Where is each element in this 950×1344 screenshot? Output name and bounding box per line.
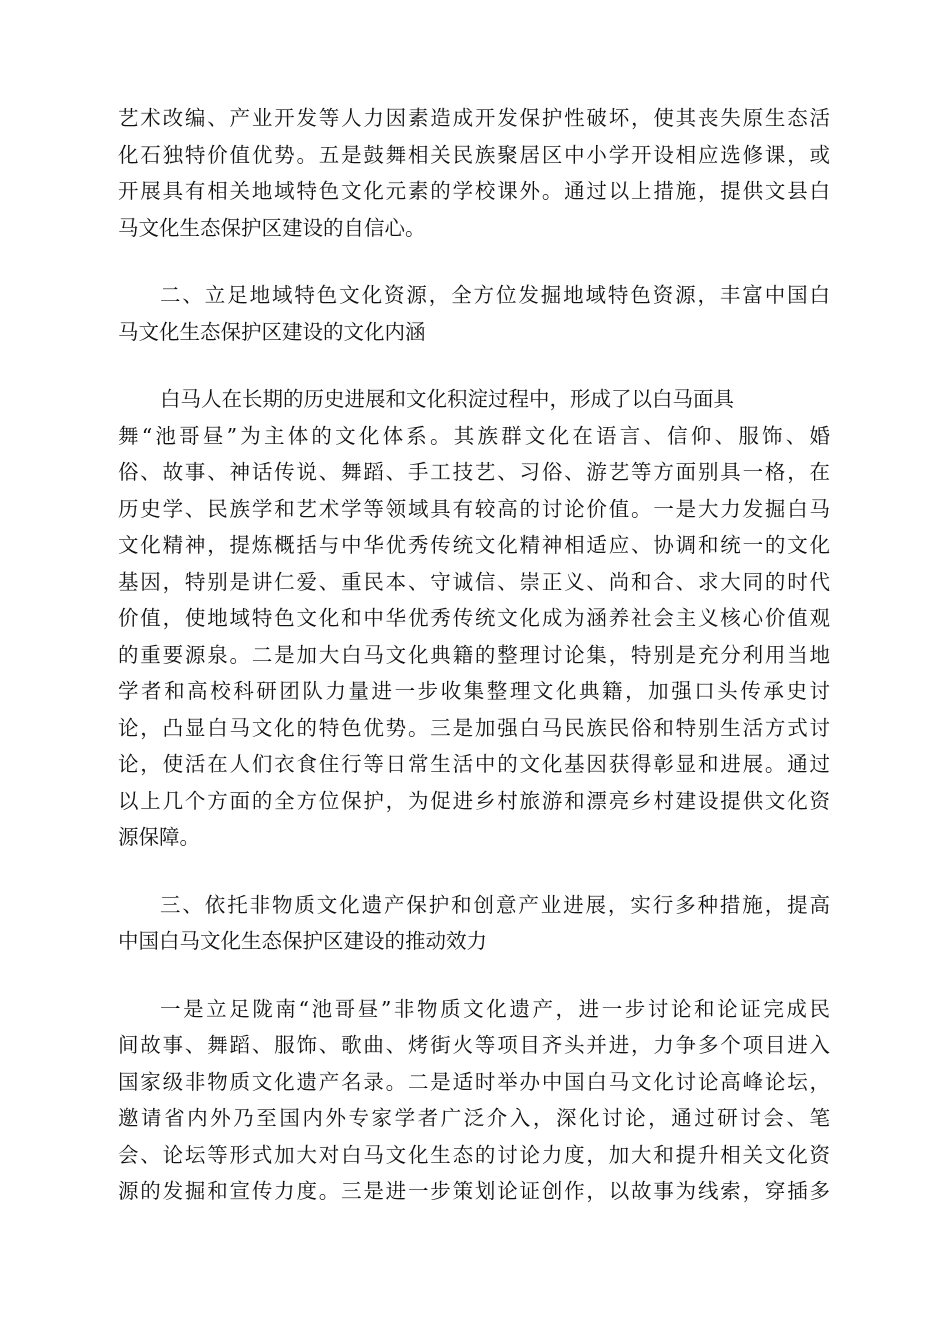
heading-line: 三、依托非物质文化遗产保护和创意产业进展，实行多种措施，提高	[160, 892, 830, 917]
text-line: 的重要源泉。二是加大白马文化典籍的整理讨论集，特别是充分利用当地	[118, 642, 830, 667]
text-line: 源保障。	[118, 825, 200, 849]
text-line: 会、论坛等形式加大对白马文化生态的讨论力度，加大和提升相关文化资	[118, 1142, 830, 1167]
text-line: 学者和高校科研团队力量进一步收集整理文化典籍，加强口头传承史讨	[118, 679, 830, 703]
text-line: 以上几个方面的全方位保护，为促进乡村旅游和漂亮乡村建设提供文化资	[118, 788, 830, 813]
text-line: 基因，特别是讲仁爱、重民本、守诚信、崇正义、尚和合、求大同的时代	[118, 569, 830, 594]
paragraph-gap	[118, 246, 830, 277]
text-line: 俗、故事、神话传说、舞蹈、手工技艺、习俗、游艺等方面别具一格，在	[118, 460, 830, 484]
section-heading-3	[118, 887, 830, 960]
paragraph-gap	[118, 350, 830, 381]
document-page	[118, 100, 830, 1210]
heading-line: 马文化生态保护区建设的文化内涵	[118, 319, 426, 344]
heading-line: 中国白马文化生态保护区建设的推动效力	[118, 929, 487, 953]
section-heading-2	[118, 277, 830, 350]
text-line: 化石独特价值优势。五是鼓舞相关民族聚居区中小学开设相应选修课，或	[118, 142, 830, 167]
text-line: 论，凸显白马文化的特色优势。三是加强白马民族民俗和特别生活方式讨	[118, 715, 830, 740]
paragraph-gap	[118, 856, 830, 887]
text-line: 邀请省内外乃至国内外专家学者广泛介入，深化讨论，通过研讨会、笔	[118, 1106, 830, 1130]
paragraph-gap	[118, 960, 830, 991]
heading-line: 二、立足地域特色文化资源，全方位发掘地域特色资源，丰富中国白	[160, 283, 830, 307]
text-line: 马文化生态保护区建设的自信心。	[118, 215, 426, 240]
text-line: 艺术改编、产业开发等人力因素造成开发保护性破坏，使其丧失原生态活	[118, 106, 830, 130]
text-line: 白马人在长期的历史进展和文化积淀过程中，形成了以白马面具	[160, 387, 734, 411]
text-line: 价值，使地域特色文化和中华优秀传统文化成为涵养社会主义核心价值观	[118, 606, 830, 630]
text-line: 源的发掘和宣传力度。三是进一步策划论证创作，以故事为线索，穿插多	[118, 1179, 830, 1203]
text-line: 历史学、民族学和艺术学等领域具有较高的讨论价值。一是大力发掘白马	[118, 496, 830, 521]
text-line: 间故事、舞蹈、服饰、歌曲、烤街火等项目齐头并进，力争多个项目进入	[118, 1033, 830, 1057]
text-line: 国家级非物质文化遗产名录。二是适时举办中国白马文化讨论高峰论坛，	[118, 1069, 830, 1094]
paragraph-continuation	[118, 100, 830, 246]
text-line: 开展具有相关地域特色文化元素的学校课外。通过以上措施，提供文县白	[118, 179, 830, 203]
text-line: 文化精神，提炼概括与中华优秀传统文化精神相适应、协调和统一的文化	[118, 533, 830, 557]
paragraph-body-3	[118, 991, 830, 1210]
paragraph-body-2	[118, 381, 830, 856]
text-line: 一是立足陇南“池哥昼”非物质文化遗产，进一步讨论和论证完成民	[160, 996, 830, 1021]
text-line: 舞“池哥昼”为主体的文化体系。其族群文化在语言、信仰、服饰、婚	[118, 423, 830, 448]
text-line: 论，使活在人们衣食住行等日常生活中的文化基因获得彰显和进展。通过	[118, 752, 830, 776]
